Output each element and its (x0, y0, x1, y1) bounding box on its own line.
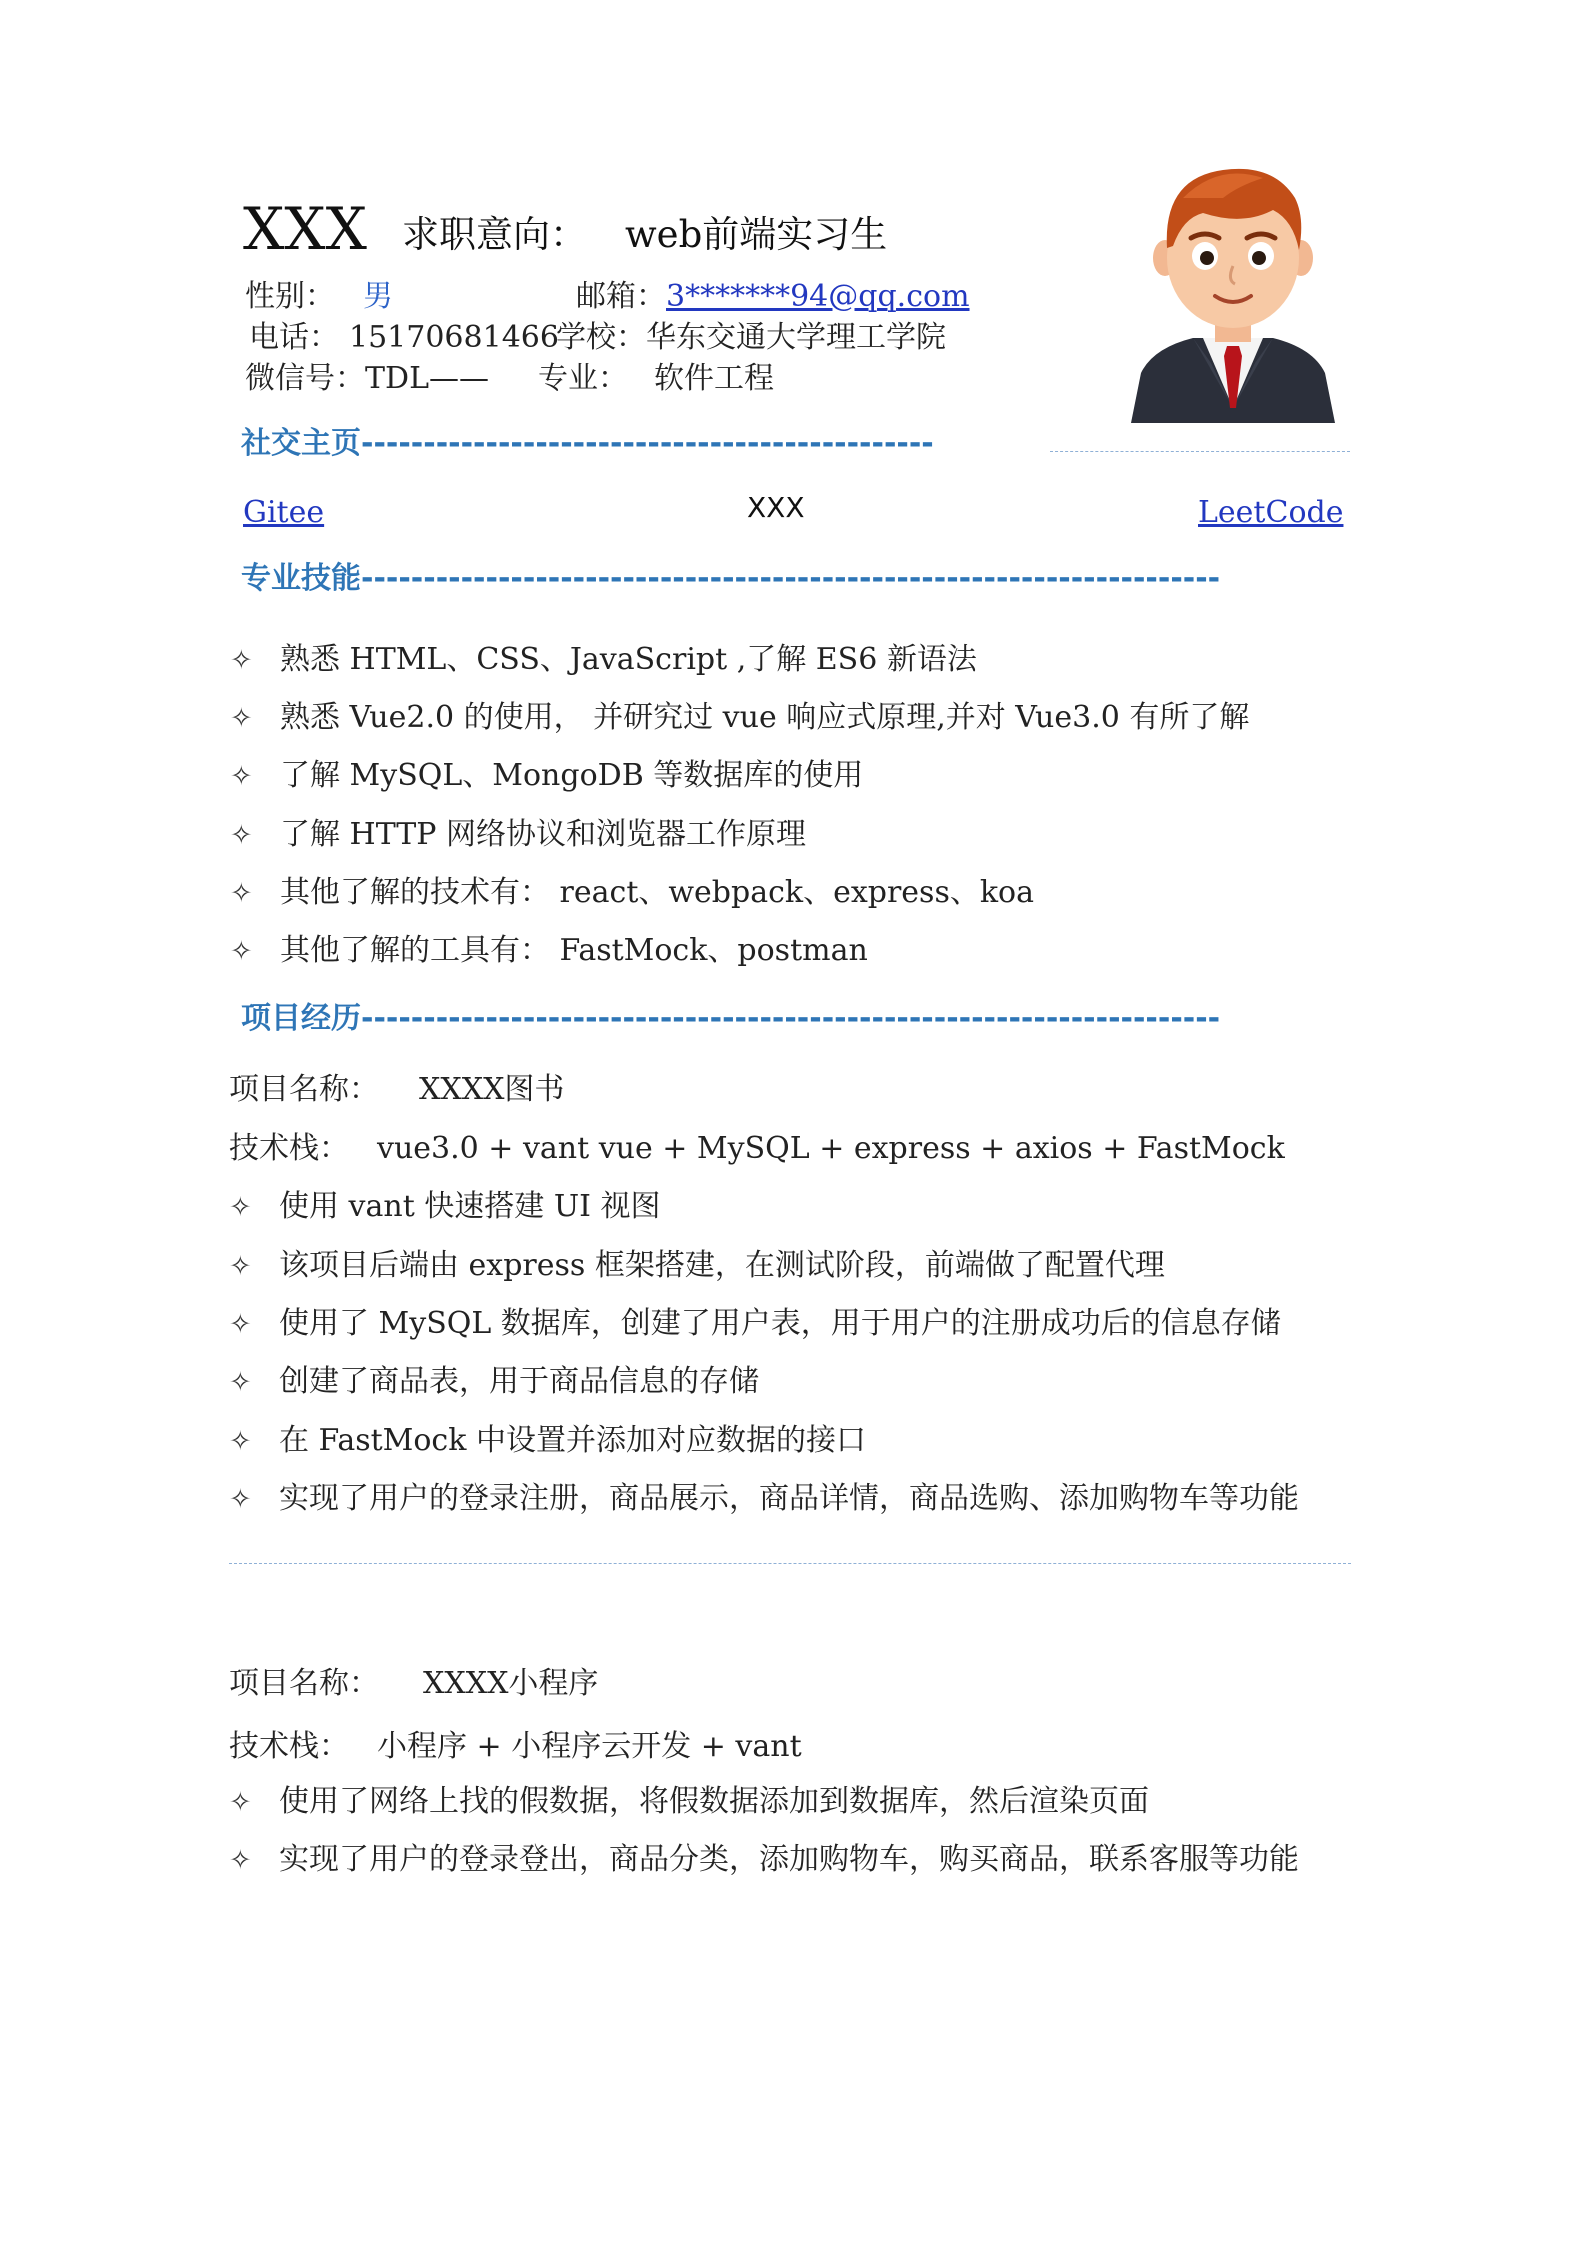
blog-text: XXX (747, 491, 805, 524)
project-stack-row (229, 1129, 1285, 1169)
school-value: 华东交通大学理工学院 (646, 320, 946, 355)
major-label: 专业： (538, 361, 628, 396)
diamond-star-icon: ✧ (230, 878, 253, 909)
skill-item-text: 熟悉 HTML、CSS、JavaScript ,了解 ES6 新语法 (280, 642, 977, 677)
job-intent (402, 210, 887, 260)
skill-item (230, 756, 863, 797)
project-name-value: XXXX图书 (419, 1072, 565, 1107)
school-row (556, 318, 946, 358)
project-item (229, 1304, 1281, 1345)
project-item-text: 在 FastMock 中设置并添加对应数据的接口 (279, 1423, 866, 1458)
email-row (576, 277, 970, 317)
diamond-star-icon: ✧ (229, 1426, 252, 1457)
major-row (538, 359, 774, 399)
project-stack-label: 技术栈： (229, 1729, 349, 1764)
wechat-value: TDL—— (365, 361, 489, 396)
social-title-text: 社交主页 (241, 426, 361, 461)
project-item-text: 实现了用户的登录注册，商品展示，商品详情，商品选购、添加购物车等功能 (279, 1481, 1299, 1516)
skill-item-text: 了解 HTTP 网络协议和浏览器工作原理 (280, 817, 806, 852)
project-item (229, 1362, 759, 1403)
skill-item (230, 931, 868, 972)
projects-title-text: 项目经历 (241, 1001, 361, 1036)
leetcode-link[interactable]: LeetCode (1198, 495, 1344, 530)
project-item (229, 1840, 1299, 1881)
project-item (229, 1187, 661, 1228)
job-intent-value: web前端实习生 (625, 213, 888, 256)
gender-label: 性别： (245, 279, 335, 314)
project-stack-value: vue3.0 + vant vue + MySQL + express + axios + FastMock (377, 1131, 1285, 1166)
project-item (229, 1421, 866, 1462)
diamond-star-icon: ✧ (230, 936, 253, 967)
diamond-star-icon: ✧ (230, 703, 253, 734)
diamond-star-icon: ✧ (229, 1484, 252, 1515)
diamond-star-icon: ✧ (230, 761, 253, 792)
diamond-star-icon: ✧ (229, 1251, 252, 1282)
project-item-text: 实现了用户的登录登出，商品分类，添加购物车，购买商品，联系客服等功能 (279, 1842, 1299, 1877)
project-name-row (229, 1664, 598, 1704)
major-value: 软件工程 (654, 361, 774, 396)
skill-item-text: 了解 MySQL、MongoDB 等数据库的使用 (280, 758, 864, 793)
phone-value: 15170681466 (349, 320, 559, 355)
project-name-row (229, 1070, 564, 1110)
diamond-star-icon: ✧ (230, 645, 253, 676)
diamond-star-icon: ✧ (229, 1192, 252, 1223)
section-title-projects (241, 999, 1220, 1039)
skill-item (230, 815, 806, 856)
projects-title-dashes: --------------------------------------------------------------------- (361, 1001, 1221, 1036)
project-stack-label: 技术栈： (229, 1131, 349, 1166)
diamond-star-icon: ✧ (229, 1845, 252, 1876)
project-item (229, 1782, 1149, 1823)
section-title-skills (241, 559, 1220, 599)
email-link[interactable]: 3*******94@qq.com (666, 279, 970, 314)
project-divider (229, 1563, 1351, 1564)
diamond-star-icon: ✧ (230, 820, 253, 851)
leetcode-link-row (1198, 493, 1343, 533)
section-title-social (241, 424, 934, 464)
gender-row (245, 277, 393, 317)
skill-item (230, 640, 977, 681)
project-item-text: 使用 vant 快速搭建 UI 视图 (279, 1189, 661, 1224)
avatar-photo (1123, 158, 1343, 423)
resume-name: XXX (243, 195, 367, 263)
skill-item-text: 其他了解的技术有： react、webpack、express、koa (280, 875, 1034, 910)
social-title-dashes: ---------------------------------------------- (361, 426, 934, 461)
project-item-text: 使用了 MySQL 数据库，创建了用户表，用于用户的注册成功后的信息存储 (279, 1306, 1281, 1341)
wechat-label: 微信号： (245, 361, 365, 396)
school-label: 学校： (556, 320, 646, 355)
email-label: 邮箱： (576, 279, 666, 314)
skills-title-dashes: --------------------------------------------------------------------- (361, 561, 1221, 596)
project-item (229, 1479, 1299, 1520)
project-stack-row (229, 1727, 802, 1767)
project-stack-value: 小程序 + 小程序云开发 + vant (377, 1729, 802, 1764)
social-divider-light (1050, 451, 1350, 452)
gitee-link-row (243, 493, 324, 533)
skill-item (230, 873, 1034, 914)
project-item-text: 使用了网络上找的假数据，将假数据添加到数据库，然后渲染页面 (279, 1784, 1149, 1819)
phone-row (249, 318, 559, 358)
project-name-value: XXXX小程序 (423, 1666, 599, 1701)
gitee-link[interactable]: Gitee (243, 495, 325, 530)
skills-title-text: 专业技能 (241, 561, 361, 596)
skill-item-text: 其他了解的工具有： FastMock、postman (280, 933, 868, 968)
project-name-label: 项目名称： (229, 1666, 379, 1701)
phone-label: 电话： (249, 320, 339, 355)
gender-value: 男 (363, 279, 393, 314)
project-item (229, 1246, 1165, 1287)
skill-item-text: 熟悉 Vue2.0 的使用， 并研究过 vue 响应式原理,并对 Vue3.0 有所了解 (280, 700, 1250, 735)
diamond-star-icon: ✧ (229, 1309, 252, 1340)
project-item-text: 创建了商品表，用于商品信息的存储 (279, 1364, 759, 1399)
skill-item (230, 698, 1249, 739)
diamond-star-icon: ✧ (229, 1367, 252, 1398)
job-intent-label: 求职意向： (402, 213, 587, 256)
diamond-star-icon: ✧ (229, 1787, 252, 1818)
project-name-label: 项目名称： (229, 1072, 379, 1107)
project-item-text: 该项目后端由 express 框架搭建，在测试阶段，前端做了配置代理 (279, 1248, 1165, 1283)
wechat-row (245, 359, 489, 399)
